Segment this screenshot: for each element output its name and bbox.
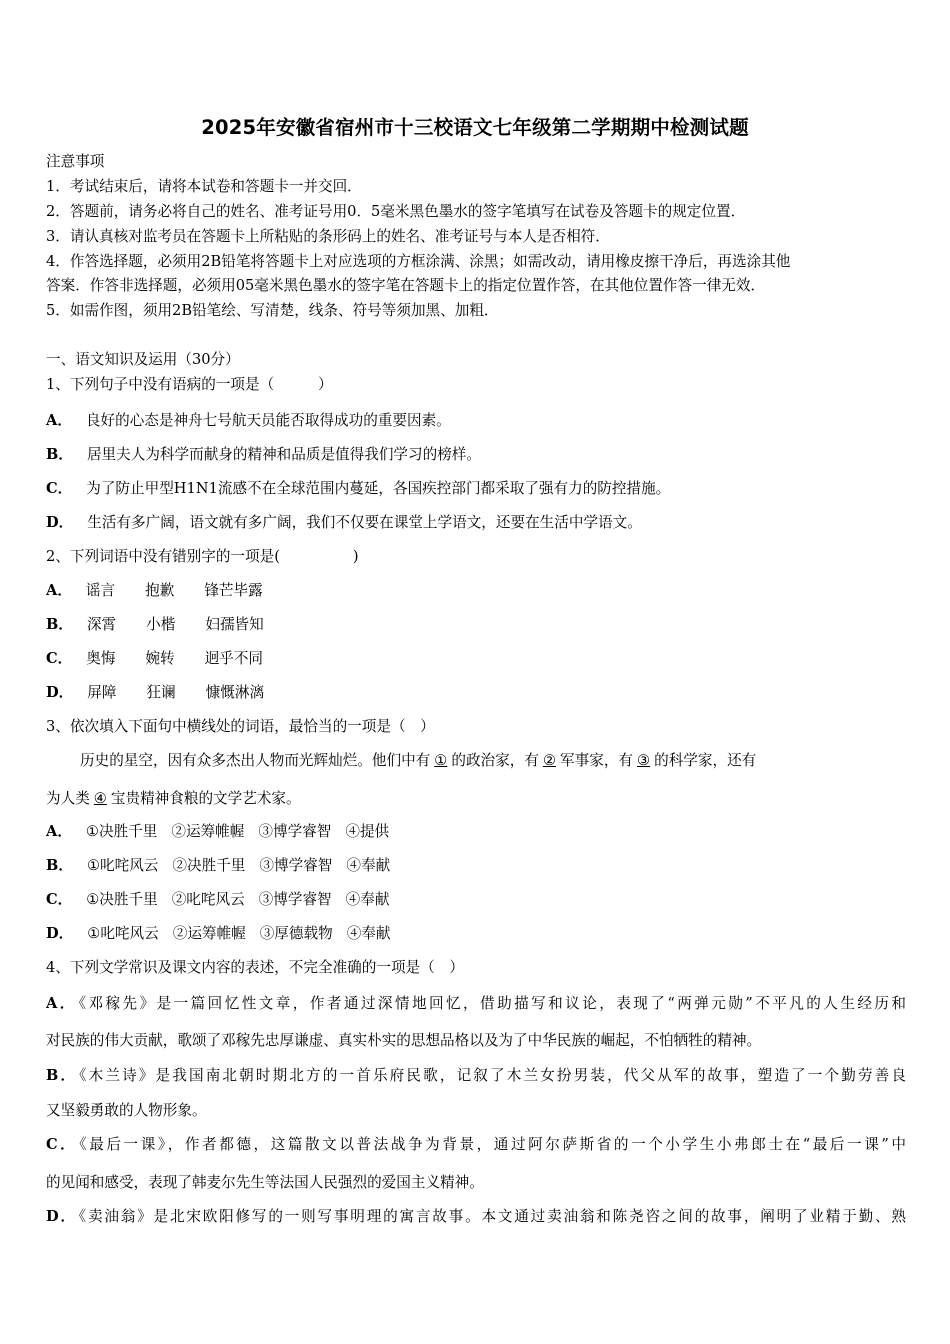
option-text: 良好的心态是神舟七号航天员能否取得成功的重要因素。 bbox=[85, 412, 451, 429]
q1-option-b bbox=[46, 445, 481, 465]
notice-item: 2．答题前，请务必将自己的姓名、准考证号用0．5毫米黑色墨水的签字笔填写在试卷及答题卡的规定位置． bbox=[46, 203, 746, 220]
option-text: 生活有多广阔，语文就有多广阔，我们不仅要在课堂上学语文，还要在生活中学语文。 bbox=[87, 514, 642, 531]
q4-option-b-line-2: 又坚毅勇敢的人物形象。 bbox=[46, 1102, 207, 1119]
q2-option-c bbox=[46, 649, 263, 669]
option-choice: ④奉献 bbox=[345, 891, 390, 908]
option-text: 《卖油翁》是北宋欧阳修写的一则写事明理的寓言故事。本文通过卖油翁和陈尧咨之间的故事，阐明了业精于勤、熟 bbox=[78, 1208, 906, 1225]
option-choice: ③博学睿智 bbox=[258, 823, 332, 840]
option-label: C． bbox=[46, 650, 73, 667]
passage-text: 军事家，有 bbox=[560, 752, 634, 769]
notice-item: 1．考试结束后，请将本试卷和答题卡一并交回． bbox=[46, 178, 362, 195]
option-label: C． bbox=[46, 1136, 78, 1153]
q2-option-d bbox=[46, 683, 264, 703]
q3-option-d bbox=[46, 924, 390, 944]
option-text: 为了防止甲型H1N1流感不在全球范围内蔓延，各国疾控部门都采取了强有力的防控措施。 bbox=[86, 480, 671, 497]
passage-text: 宝贵精神食粮的文学艺术家。 bbox=[110, 790, 301, 807]
option-choice: ②决胜千里 bbox=[172, 857, 246, 874]
q3-option-c bbox=[46, 890, 389, 910]
blank-2: ② bbox=[542, 752, 557, 769]
option-word: 锋芒毕露 bbox=[204, 582, 263, 599]
q4-option-a-line-1 bbox=[46, 994, 906, 1014]
passage-text: 的科学家，还有 bbox=[654, 752, 757, 769]
blank-3: ③ bbox=[637, 752, 651, 769]
section-heading: 一、语文知识及运用（30分） bbox=[46, 351, 240, 368]
notice-item: 5．如需作图，须用2B铅笔绘、写清楚，线条、符号等须加黑、加粗． bbox=[46, 302, 499, 319]
option-label: A． bbox=[46, 823, 72, 840]
option-choice: ②运筹帷幄 bbox=[172, 925, 246, 942]
option-label: A． bbox=[46, 412, 72, 429]
option-choice: ③厚德载物 bbox=[259, 925, 333, 942]
option-choice: ②叱咤风云 bbox=[171, 891, 245, 908]
question-3-stem: 3、依次填入下面句中横线处的词语，最恰当的一项是（ ） bbox=[46, 718, 435, 735]
option-word: 谣言 bbox=[85, 582, 116, 599]
option-label: D． bbox=[46, 1208, 77, 1225]
q3-option-b bbox=[46, 856, 390, 876]
option-label: B． bbox=[46, 857, 73, 874]
option-word: 屏障 bbox=[87, 684, 117, 701]
option-choice: ③博学睿智 bbox=[258, 891, 332, 908]
option-choice: ④提供 bbox=[345, 823, 390, 840]
question-1-stem: 1、下列句子中没有语病的一项是（ ） bbox=[46, 376, 333, 393]
option-choice: ④奉献 bbox=[346, 925, 391, 942]
q2-option-b bbox=[46, 615, 264, 635]
option-label: D． bbox=[46, 925, 74, 942]
q3-passage-line-1 bbox=[80, 751, 756, 771]
option-label: B． bbox=[46, 616, 73, 633]
option-label: C． bbox=[46, 480, 73, 497]
option-label: B． bbox=[46, 446, 73, 463]
option-choice: ②运筹帷幄 bbox=[171, 823, 245, 840]
passage-text: 的政治家，有 bbox=[451, 752, 539, 769]
q4-option-d-line-1 bbox=[46, 1207, 906, 1227]
notice-item: 3．请认真核对监考员在答题卡上所粘贴的条形码上的姓名、准考证号与本人是否相符． bbox=[46, 228, 610, 245]
option-text: 《木兰诗》是我国南北朝时期北方的一首乐府民歌，记叙了木兰女扮男装，代父从军的故事，塑造了一个勤劳善良 bbox=[79, 1067, 906, 1084]
option-label: A． bbox=[46, 582, 72, 599]
option-label: A． bbox=[46, 995, 77, 1012]
option-text: 《最后一课》，作者都德，这篇散文以普法战争为背景，通过阿尔萨斯省的一个小学生小弗郎士在“最后一课”中 bbox=[79, 1136, 907, 1153]
option-word: 婉转 bbox=[145, 650, 175, 667]
q4-option-b-line-1 bbox=[46, 1066, 906, 1086]
option-word: 奥悔 bbox=[86, 650, 116, 667]
option-choice: ①叱咤风云 bbox=[86, 857, 159, 874]
option-word: 慷慨淋漓 bbox=[205, 684, 265, 701]
blank-4: ④ bbox=[93, 790, 107, 807]
notice-item: 4．作答选择题，必须用2B铅笔将答题卡上对应选项的方框涂满、涂黑；如需改动，请用橡皮擦干净后，再选涂其他 bbox=[46, 253, 791, 270]
blank-1: ① bbox=[434, 752, 448, 769]
option-choice: ①决胜千里 bbox=[86, 891, 158, 908]
option-word: 妇孺皆知 bbox=[205, 616, 264, 633]
question-4-stem: 4、下列文学常识及课文内容的表述，不完全准确的一项是（ ） bbox=[46, 959, 464, 976]
option-choice: ④奉献 bbox=[346, 857, 391, 874]
option-word: 抱歉 bbox=[145, 582, 175, 599]
q2-option-a bbox=[46, 581, 263, 601]
option-choice: ①决胜千里 bbox=[85, 823, 158, 840]
option-label: B． bbox=[46, 1067, 78, 1084]
notice-heading: 注意事项 bbox=[46, 153, 105, 170]
question-2-stem: 2、下列词语中没有错别字的一项是( ) bbox=[46, 548, 359, 565]
option-label: D． bbox=[46, 684, 74, 701]
q1-option-c bbox=[46, 479, 670, 499]
q3-passage-line-2 bbox=[46, 789, 301, 809]
q1-option-a bbox=[46, 411, 451, 431]
q1-option-d bbox=[46, 513, 642, 533]
page-title: 2025年安徽省宿州市十三校语文七年级第二学期期中检测试题 bbox=[201, 116, 749, 139]
option-word: 狂谰 bbox=[146, 684, 176, 701]
option-word: 迥乎不同 bbox=[204, 650, 264, 667]
passage-text: 为人类 bbox=[46, 790, 90, 807]
notice-item: 答案．作答非选择题，必须用05毫米黑色墨水的签字笔在答题卡上的指定位置作答，在其他位置作答一律无效． bbox=[46, 277, 766, 294]
option-choice: ③博学睿智 bbox=[259, 857, 333, 874]
q4-option-c-line-1 bbox=[46, 1135, 906, 1155]
option-label: C． bbox=[46, 891, 73, 908]
option-text: 居里夫人为科学而献身的精神和品质是值得我们学习的榜样。 bbox=[86, 446, 481, 463]
passage-text: 历史的星空，因有众多杰出人物而光辉灿烂。他们中有 bbox=[80, 752, 431, 769]
option-label: D． bbox=[46, 514, 74, 531]
q4-option-a-line-2: 对民族的伟大贡献，歌颂了邓稼先忠厚谦虚、真实朴实的思想品格以及为了中华民族的崛起，不怕牺牲的精神。 bbox=[46, 1032, 762, 1049]
q3-option-a bbox=[46, 822, 389, 842]
q4-option-c-line-2: 的见闻和感受，表现了韩麦尔先生等法国人民强烈的爱国主义精神。 bbox=[46, 1174, 484, 1191]
option-word: 深霄 bbox=[86, 616, 117, 633]
option-choice: ①叱咤风云 bbox=[87, 925, 159, 942]
option-text: 《邓稼先》是一篇回忆性文章，作者通过深情地回忆，借助描写和议论，表现了“两弹元勋”不平凡的人生经历和 bbox=[78, 995, 906, 1012]
option-word: 小楷 bbox=[146, 616, 176, 633]
